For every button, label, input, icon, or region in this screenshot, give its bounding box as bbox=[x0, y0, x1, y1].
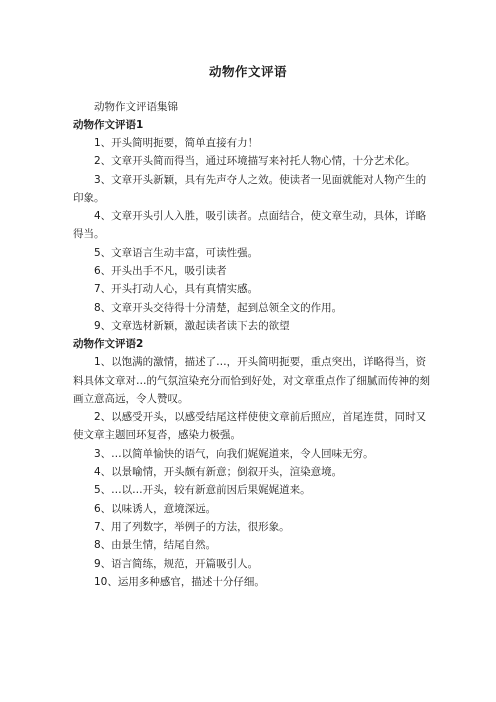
comment-item: 7、用了列数字，举例子的方法，很形象。 bbox=[94, 520, 290, 533]
section-heading-2: 动物作文评语2 bbox=[73, 338, 144, 351]
comment-item: 9、文章选材新颖，激起读者读下去的欲望 bbox=[94, 319, 290, 332]
comment-item: 7、开头打动人心，具有真情实感。 bbox=[94, 283, 259, 296]
comment-item: 4、以景喻情，开头颇有新意；倒叙开头，渲染意境。 bbox=[94, 466, 343, 479]
document-title: 动物作文评语 bbox=[208, 64, 287, 79]
section-heading-1: 动物作文评语1 bbox=[73, 119, 144, 131]
comment-item: 2、以感受开头，以感受结尾这样使使文章前后照应，首尾连贯，同时又使文章主题回环复沓，感染力极强。 bbox=[73, 411, 427, 442]
comment-item: 5、文章语言生动丰富，可读性强。 bbox=[94, 246, 259, 259]
comment-item: 8、文章开头交待得十分清楚，起到总领全文的作用。 bbox=[94, 301, 343, 314]
comment-item: 4、文章开头引人入胜，吸引读者。点面结合，使文章生动，具体，详略得当。 bbox=[73, 210, 427, 241]
comment-item: 9、语言简练，规范，开篇吸引人。 bbox=[94, 557, 259, 570]
comment-item: 2、文章开头简而得当，通过环境描写来衬托人物心情，十分艺术化。 bbox=[94, 155, 416, 168]
comment-item: 8、由景生情，结尾自然。 bbox=[94, 539, 217, 552]
document-subtitle: 动物作文评语集锦 bbox=[94, 101, 178, 113]
comment-item: 6、以味诱人，意境深远。 bbox=[94, 502, 217, 515]
comment-item: 3、文章开头新颖，具有先声夺人之效。使读者一见面就能对人物产生的印象。 bbox=[73, 173, 427, 204]
comment-item: 6、开头出手不凡，吸引读者 bbox=[94, 265, 227, 278]
comment-item: 10、运用多种感官，描述十分仔细。 bbox=[94, 575, 265, 588]
comment-item: 1、开头简明扼要，简单直接有力！ bbox=[94, 137, 259, 149]
comment-item: 3、…以简单愉快的语气，向我们娓娓道来，令人回味无穷。 bbox=[94, 447, 374, 460]
comment-item: 1、以饱满的激情，描述了…，开头简明扼要，重点突出，详略得当，资料具体文章对…的气氛渲染充分而恰到好处，对文章重点作了细腻而传神的刻画立意高远，令人赞叹。 bbox=[73, 356, 430, 405]
comment-item: 5、…以…开头，较有新意前因后果娓娓道来。 bbox=[94, 484, 311, 497]
